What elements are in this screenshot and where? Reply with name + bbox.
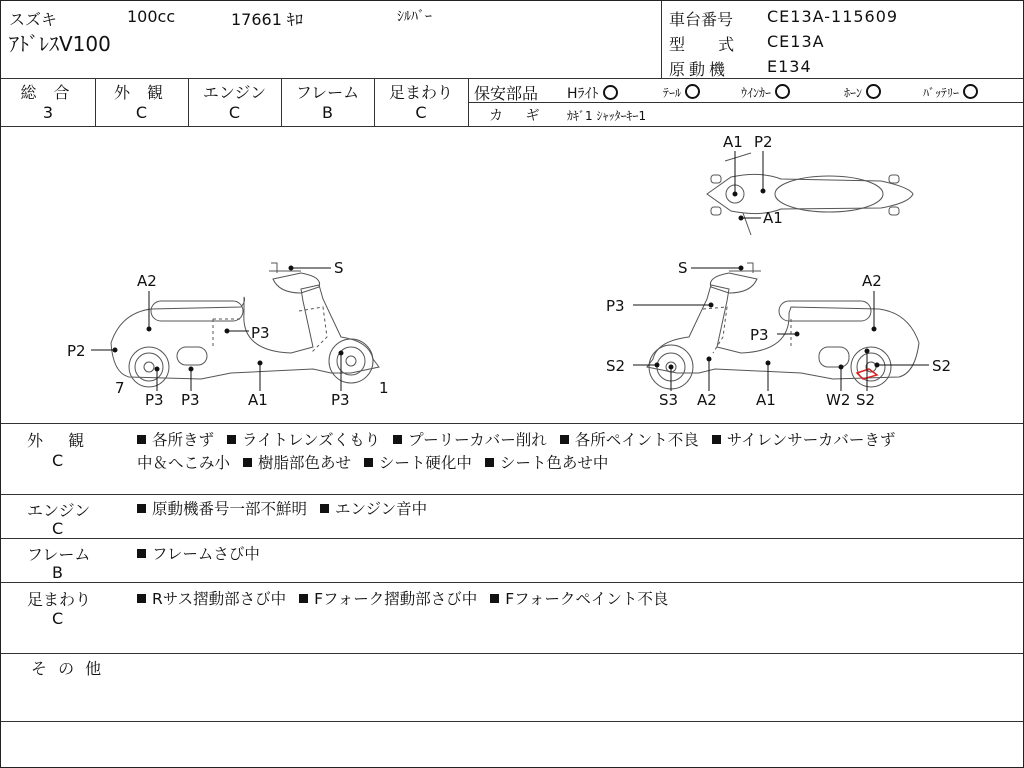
frame-comments: フレームさび中 (137, 542, 260, 564)
bullet-icon (490, 594, 499, 603)
diagram-labels (67, 133, 951, 409)
grade-total: 3 (42, 103, 54, 122)
color: ｼﾙﾊﾞｰ (397, 9, 432, 25)
divider (1, 538, 1023, 539)
section-suspension-grade: C (52, 609, 64, 628)
maker: スズキ (9, 10, 58, 29)
divider (661, 1, 662, 78)
divider (468, 78, 469, 126)
section-exterior-label: 外 観 (27, 431, 85, 450)
bullet-icon (320, 504, 329, 513)
label-left-p3-cover: P3 (181, 391, 200, 409)
label-right-a2-lower: A2 (697, 391, 717, 409)
safety-item-tail: ﾃｰﾙ (663, 84, 700, 101)
safety-item-battery: ﾊﾞｯﾃﾘｰ (923, 84, 978, 101)
grade-frame: B (322, 103, 333, 122)
divider (1, 582, 1023, 583)
ok-mark-icon (775, 84, 790, 99)
label-top-a1: A1 (723, 133, 743, 151)
mileage: 17661 ｷﾛ (231, 10, 303, 29)
section-engine-grade: C (52, 519, 64, 538)
divider (1, 494, 1023, 495)
bullet-icon (137, 594, 146, 603)
label-right-p3-body: P3 (750, 326, 769, 344)
safety-item-headlight: Hﾗｲﾄ (567, 83, 618, 103)
grade-total-label: 総 合 (20, 83, 76, 102)
engine-comments: 原動機番号一部不鮮明 エンジン音中 (137, 497, 427, 519)
label-left-7: 7 (115, 379, 125, 397)
label-right-p3-front: P3 (606, 297, 625, 315)
label-top-p2: P2 (754, 133, 773, 151)
section-frame-grade: B (52, 563, 63, 582)
leader-lines (91, 151, 929, 391)
grade-exterior-label: 外 観 (113, 83, 170, 102)
bullet-icon (137, 549, 146, 558)
bullet-icon (712, 435, 721, 444)
grade-suspension-label: 足まわり (388, 83, 453, 102)
damage-diagram (1, 127, 1023, 423)
type-label: 型 式 (669, 35, 735, 54)
scooter-top-view (707, 153, 913, 235)
label-left-p3-rear: P3 (145, 391, 164, 409)
label-right-a1: A1 (756, 391, 776, 409)
frame-no-label: 車台番号 (669, 10, 734, 29)
label-right-a2: A2 (862, 272, 882, 290)
divider (1, 78, 1023, 79)
type-value: CE13A (767, 32, 825, 51)
ok-mark-icon (866, 84, 881, 99)
label-left-p3-front: P3 (331, 391, 350, 409)
label-left-a2: A2 (137, 272, 157, 290)
exterior-comments-line2: 中＆へこみ小 樹脂部色あせ シート硬化中 シート色あせ中 (137, 454, 609, 472)
divider (1, 653, 1023, 654)
safety-item-winker: ｳｲﾝｶｰ (741, 84, 790, 101)
grade-engine: C (228, 103, 241, 122)
divider (1, 721, 1023, 722)
label-left-s: S (334, 259, 344, 277)
label-right-s2-muffler: S2 (856, 391, 876, 409)
label-right-s2-front: S2 (606, 357, 626, 375)
section-frame-label: フレーム (27, 545, 91, 564)
label-top-a1-lower: A1 (763, 209, 783, 227)
label-left-p2: P2 (67, 342, 86, 360)
ok-mark-icon (685, 84, 700, 99)
section-suspension-label: 足まわり (27, 590, 92, 609)
bullet-icon (393, 435, 402, 444)
grade-exterior: C (135, 103, 148, 122)
safety-label: 保安部品 (474, 84, 539, 103)
frame-no: CE13A-115609 (767, 7, 899, 26)
label-left-1: 1 (379, 379, 389, 397)
engine-label: 原動機 (669, 60, 730, 79)
section-exterior-grade: C (52, 451, 64, 470)
label-right-w2: W2 (826, 391, 851, 409)
bullet-icon (364, 458, 373, 467)
label-left-a1: A1 (248, 391, 268, 409)
label-right-s: S (678, 259, 688, 277)
model-name: ｱﾄﾞﾚｽV100 (9, 32, 111, 56)
ok-mark-icon (963, 84, 978, 99)
bullet-icon (560, 435, 569, 444)
exterior-comments-line1: 各所きず ライトレンズくもり プーリーカバー削れ 各所ペイント不良 サイレンサーカバーきず (137, 428, 895, 450)
safety-item-horn: ﾎｰﾝ (844, 84, 881, 101)
section-other-label: そ の 他 (31, 659, 102, 678)
divider (1, 423, 1023, 424)
bullet-icon (227, 435, 236, 444)
grade-frame-label: フレーム (295, 83, 360, 102)
bullet-icon (137, 435, 146, 444)
key-label: カ ギ (489, 108, 540, 124)
grade-suspension: C (415, 103, 427, 122)
key-value: ｶｷﾞ1 ｼｬｯﾀｰｷｰ1 (567, 109, 647, 123)
engine-value: E134 (767, 57, 812, 76)
grade-engine-label: エンジン (202, 83, 267, 102)
bullet-icon (485, 458, 494, 467)
bullet-icon (299, 594, 308, 603)
label-left-p3-body: P3 (251, 324, 270, 342)
displacement: 100cc (127, 7, 176, 26)
divider (468, 102, 1023, 103)
section-engine-label: エンジン (27, 501, 91, 520)
label-right-s2-rear: S2 (932, 357, 952, 375)
suspension-comments: Rサス摺動部さび中 Fフォーク摺動部さび中 Fフォークペイント不良 (137, 587, 668, 609)
bullet-icon (137, 504, 146, 513)
bullet-icon (243, 458, 252, 467)
ok-mark-icon (603, 85, 618, 100)
label-right-s3: S3 (659, 391, 679, 409)
